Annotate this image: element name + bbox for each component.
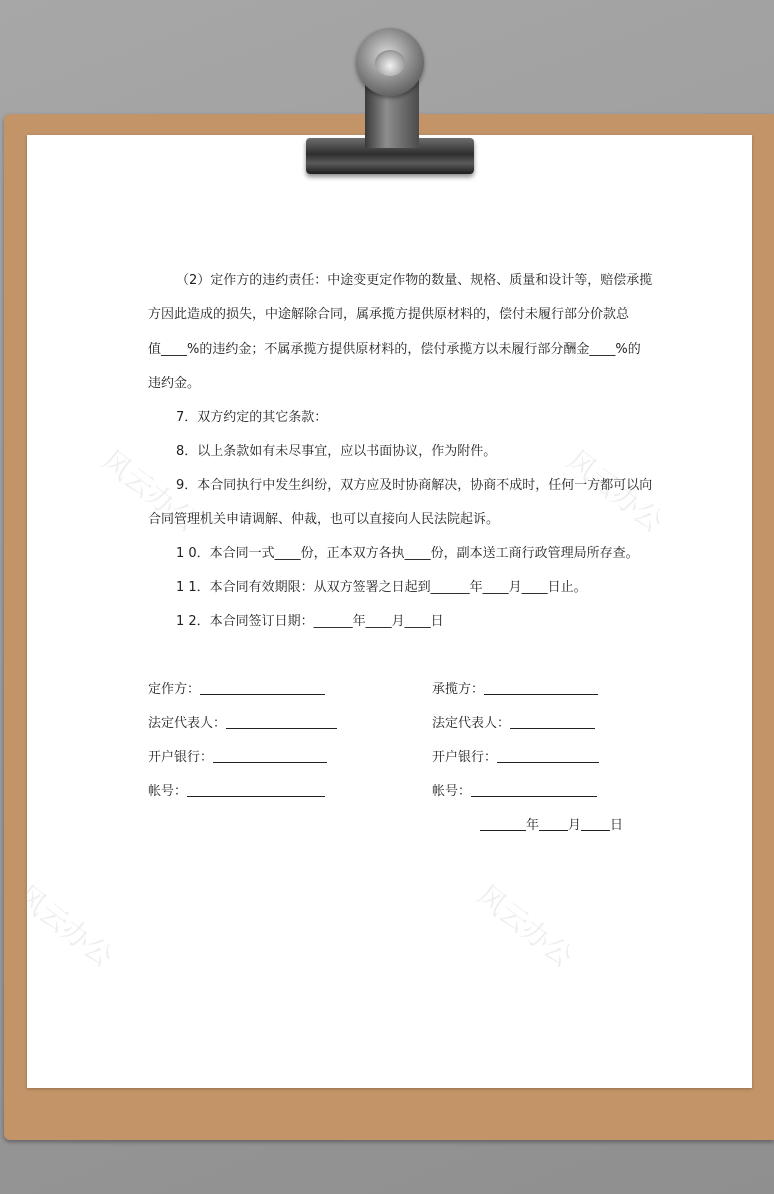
signature-blank	[484, 681, 598, 695]
clause-7: 7．双方约定的其它条款：	[176, 410, 328, 425]
signature-label: 法定代表人：	[148, 716, 227, 731]
signature-left-contractor	[148, 681, 325, 699]
clause-9-line-1: 9．本合同执行中发生纠纷，双方应及时协商解决，协商不成时，任何一方都可以向	[176, 478, 653, 493]
watermark: 风云办公	[470, 878, 580, 974]
signature-label: 开户银行：	[148, 750, 214, 765]
signature-blank	[471, 783, 597, 797]
clause-8: 8．以上条款如有未尽事宜，应以书面协议，作为附件。	[176, 444, 497, 459]
clause-9-line-2: 合同管理机关申请调解、仲裁，也可以直接向人民法院起诉。	[148, 512, 500, 527]
signature-blank	[226, 715, 337, 729]
clip-hole	[375, 50, 405, 76]
clause-2-line-2: 方因此造成的损失，中途解除合同，属承揽方提供原材料的，偿付未履行部分价款总	[148, 307, 630, 322]
clause-2-line-1: （2）定作方的违约责任：中途变更定作物的数量、规格、质量和设计等，赔偿承揽	[176, 273, 653, 288]
watermark: 风云办公	[10, 878, 120, 974]
signature-left-representative	[148, 715, 337, 733]
date-day: 日	[610, 818, 624, 833]
signature-blank	[213, 749, 327, 763]
signature-right-representative	[432, 715, 595, 733]
date-month: 月	[568, 818, 582, 833]
date-blank	[539, 817, 568, 831]
signature-blank	[200, 681, 325, 695]
signature-label: 法定代表人：	[432, 716, 511, 731]
signature-label: 帐号：	[148, 784, 188, 799]
signature-right-account	[432, 783, 597, 801]
date-blank	[480, 817, 526, 831]
clause-2-line-3: 值____%的违约金；不属承揽方提供原材料的，偿付承揽方以未履行部分酬金____%的	[148, 342, 641, 357]
signature-label: 承揽方：	[432, 682, 485, 697]
date-year: 年	[526, 818, 540, 833]
signature-right-contractor	[432, 681, 598, 699]
signature-blank	[510, 715, 595, 729]
signature-label: 开户银行：	[432, 750, 498, 765]
signature-blank	[187, 783, 325, 797]
watermark: 风云办公	[560, 443, 670, 539]
clause-10: 1 0．本合同一式____份，正本双方各执____份，副本送工商行政管理局所存查。	[176, 546, 639, 561]
signature-label: 帐号：	[432, 784, 472, 799]
clause-2-line-4: 违约金。	[148, 376, 201, 391]
clause-11: 1 1．本合同有效期限：从双方签署之日起到______年____月____日止。	[176, 580, 587, 595]
signing-date	[480, 817, 623, 835]
watermark: 风云办公	[95, 443, 205, 539]
signature-right-bank	[432, 749, 599, 767]
date-blank	[581, 817, 610, 831]
signature-blank	[497, 749, 599, 763]
signature-label: 定作方：	[148, 682, 201, 697]
signature-left-account	[148, 783, 325, 801]
signature-left-bank	[148, 749, 327, 767]
clause-12: 1 2．本合同签订日期：______年____月____日	[176, 614, 444, 629]
